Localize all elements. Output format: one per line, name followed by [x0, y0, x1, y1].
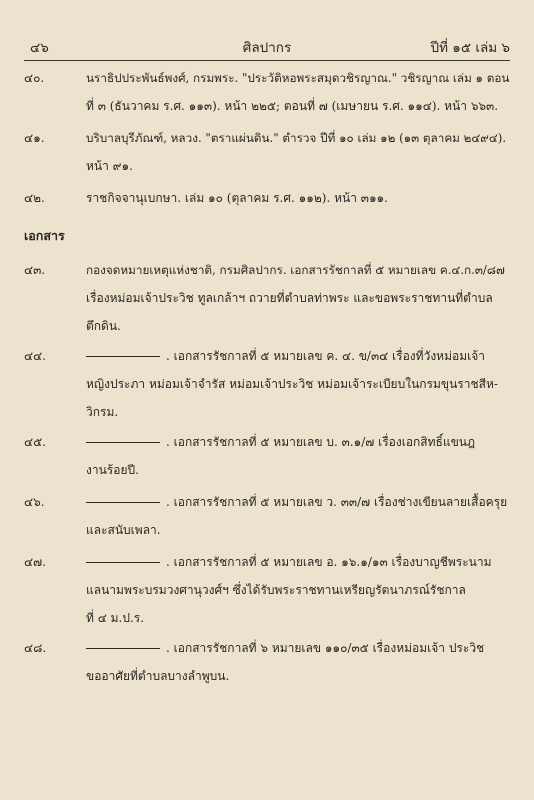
note-number: ๔๑. — [24, 131, 45, 145]
note-line: ราชกิจจานุเบกษา. เล่ม ๑๐ (ตุลาคม ร.ศ. ๑๑๒). หน้า ๓๑๑. — [86, 191, 388, 205]
note-line: ที่ ๔ ม.ป.ร. — [86, 611, 145, 625]
note-number: ๔๗. — [24, 555, 46, 569]
note-number: ๔๖. — [24, 495, 45, 509]
note-line: วิกรม. — [86, 405, 119, 419]
ditto-dash — [86, 442, 160, 443]
doc-45 — [24, 428, 512, 484]
note-number: ๔๐. — [24, 71, 45, 85]
doc-47 — [24, 548, 512, 632]
note-number: ๔๒. — [24, 191, 45, 205]
note-line: นราธิปประพันธ์พงศ์, กรมพระ. "ประวัติหอพระสมุดวชิรญาณ." วชิรญาณ เล่ม ๑ ตอน — [86, 71, 510, 85]
note-number: ๔๔. — [24, 349, 46, 363]
doc-43 — [24, 256, 512, 340]
issue-label: ปีที่ ๑๕ เล่ม ๖ — [430, 40, 510, 56]
ditto-dash — [86, 502, 160, 503]
note-line: แลนามพระบรมวงศานุวงศ์ฯ ซึ่งได้รับพระราชทานเหรียญรัตนาภรณ์รัชกาล — [86, 583, 466, 597]
note-line: ขออาศัยที่ตำบลบางลำพูบน. — [86, 669, 230, 683]
note-line: ตึกดิน. — [86, 319, 121, 333]
note-line: และสนับเพลา. — [86, 523, 161, 537]
note-line: งานร้อยปี. — [86, 463, 139, 477]
note-number: ๔๓. — [24, 263, 46, 277]
note-line: กองจดหมายเหตุแห่งชาติ, กรมศิลปากร. เอกสารรัชกาลที่ ๕ หมายเลข ค.๔.ก.๓/๘๗ — [86, 263, 505, 277]
ditto-dash — [86, 648, 160, 649]
section-title: เอกสาร — [24, 228, 65, 243]
ditto-dash — [86, 562, 160, 563]
note-40 — [24, 64, 512, 120]
doc-46 — [24, 488, 512, 544]
page-number: ๔๖ — [30, 40, 49, 56]
ditto-dash — [86, 356, 160, 357]
note-line: หญิงประภา หม่อมเจ้าจำรัส หม่อมเจ้าประวิช หม่อมเจ้าระเบียบในกรมขุนราชสีห- — [86, 377, 498, 391]
note-number: ๔๘. — [24, 641, 47, 655]
doc-48 — [24, 634, 512, 690]
note-41 — [24, 124, 512, 180]
note-line: . เอกสารรัชกาลที่ ๕ หมายเลข ค. ๔. ข/๓๔ เรื่องที่วังหม่อมเจ้า — [166, 349, 485, 363]
note-line: . เอกสารรัชกาลที่ ๕ หมายเลข อ. ๑๖.๑/๑๓ เรื่องบาญชีพระนาม — [166, 555, 492, 569]
running-title: ศิลปากร — [242, 40, 292, 56]
note-line: . เอกสารรัชกาลที่ ๖ หมายเลข ๑๑๐/๓๕ เรื่องหม่อมเจ้า ประวิช — [166, 641, 485, 655]
note-line: ที่ ๓ (ธันวาคม ร.ศ. ๑๑๓). หน้า ๒๒๕; ตอนที่ ๗ (เมษายน ร.ศ. ๑๑๔). หน้า ๖๖๓. — [86, 99, 499, 113]
note-line: เรื่องหม่อมเจ้าประวิช ทูลเกล้าฯ ถวายที่ตำบลท่าพระ และขอพระราชทานที่ตำบล — [86, 291, 493, 305]
note-line: . เอกสารรัชกาลที่ ๕ หมายเลข บ. ๓.๑/๗ เรื่องเอกสิทธิ์แขนฎ — [166, 435, 476, 449]
note-42 — [24, 184, 512, 212]
page-header — [24, 36, 510, 58]
note-line: หน้า ๙๑. — [86, 159, 133, 173]
doc-44 — [24, 342, 512, 426]
note-line: บริบาลบุรีภัณฑ์, หลวง. "ตราแผ่นดิน." ตำรวจ ปีที่ ๑๐ เล่ม ๑๒ (๑๓ ตุลาคม ๒๔๙๔). — [86, 131, 507, 145]
note-number: ๔๕. — [24, 435, 46, 449]
note-line: . เอกสารรัชกาลที่ ๕ หมายเลข ว. ๓๓/๗ เรื่องช่างเขียนลายเสื้อครุย — [166, 495, 508, 509]
header-rule — [24, 60, 510, 61]
